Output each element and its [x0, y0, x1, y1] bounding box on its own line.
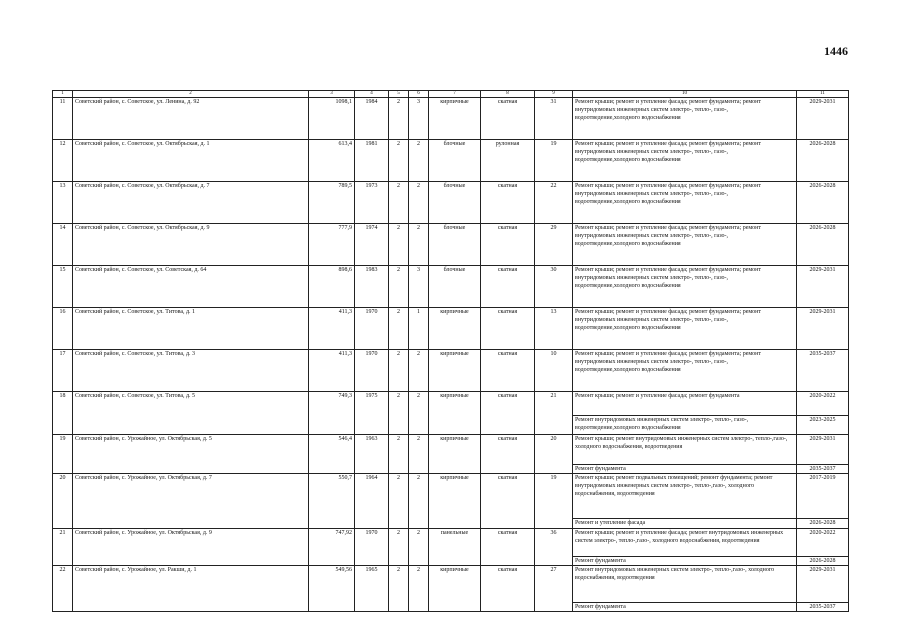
row-number: 22	[53, 566, 73, 612]
period-cell: 2023-2025	[797, 416, 849, 435]
column-9-cell: 19	[535, 140, 573, 182]
works-cell: Ремонт крыши; ремонт и утепление фасада; ремонт фундамента	[573, 392, 797, 416]
column-5-cell: 2	[389, 529, 409, 566]
row-number: 20	[53, 474, 73, 529]
column-5-cell: 2	[389, 435, 409, 474]
works-cell: Ремонт крыши; ремонт и утепление фасада; ремонт внутридомовых инженерных систем электро-, тепло-,газо-, холодного водоснабжения, водоотведения	[573, 529, 797, 557]
period-cell: 2029-2031	[797, 266, 849, 308]
year-cell: 1963	[355, 435, 389, 474]
column-5-cell: 2	[389, 182, 409, 224]
address-cell: Советский район, с. Советское, ул. Титова, д. 5	[73, 392, 309, 435]
year-cell: 1984	[355, 98, 389, 140]
column-5-cell: 2	[389, 140, 409, 182]
period-cell: 2035-2037	[797, 603, 849, 612]
area-cell: 549,56	[309, 566, 355, 612]
works-cell: Ремонт крыши; ремонт внутридомовых инженерных систем электро-, тепло-,газо-, холодного водоснабжения, водоотведения	[573, 435, 797, 465]
period-cell: 2020-2022	[797, 392, 849, 416]
works-cell: Ремонт крыши; ремонт и утепление фасада; ремонт фундамента; ремонт внутридомовых инженерных систем электро-, тепло-, газо-, водоотведение,холодного водоснабжения	[573, 266, 797, 308]
wall-material-cell: блочные	[429, 266, 481, 308]
year-cell: 1975	[355, 392, 389, 435]
period-cell: 2017-2019	[797, 474, 849, 519]
row-number: 14	[53, 224, 73, 266]
period-cell: 2026-2028	[797, 224, 849, 266]
column-6-cell: 2	[409, 350, 429, 392]
row-number: 15	[53, 266, 73, 308]
works-cell: Ремонт крыши; ремонт и утепление фасада; ремонт фундамента; ремонт внутридомовых инженерных систем электро-, тепло-, газо-, водоотведение,холодного водоснабжения	[573, 98, 797, 140]
year-cell: 1970	[355, 308, 389, 350]
roof-type-cell: рулонная	[481, 140, 535, 182]
table-row	[53, 182, 849, 224]
page-number: 1446	[824, 44, 848, 58]
column-number: 7	[429, 91, 481, 98]
column-number: 10	[573, 91, 797, 98]
row-number: 16	[53, 308, 73, 350]
period-cell: 2029-2031	[797, 308, 849, 350]
roof-type-cell: скатная	[481, 566, 535, 612]
area-cell: 789,5	[309, 182, 355, 224]
column-9-cell: 13	[535, 308, 573, 350]
roof-type-cell: скатная	[481, 308, 535, 350]
column-9-cell: 10	[535, 350, 573, 392]
address-cell: Советский район, с. Урожайное, ул. Октябрьская, д. 5	[73, 435, 309, 474]
works-cell: Ремонт фундамента	[573, 603, 797, 612]
table-row	[53, 140, 849, 182]
roof-type-cell: скатная	[481, 392, 535, 435]
housing-register-table	[52, 90, 849, 612]
column-number: 9	[535, 91, 573, 98]
area-cell: 411,3	[309, 350, 355, 392]
table-row	[53, 266, 849, 308]
wall-material-cell: кирпичные	[429, 566, 481, 612]
period-cell: 2029-2031	[797, 435, 849, 465]
column-number: 3	[309, 91, 355, 98]
address-cell: Советский район, с. Советское, ул. Титова, д. 1	[73, 308, 309, 350]
wall-material-cell: панельные	[429, 529, 481, 566]
table-row	[53, 224, 849, 266]
roof-type-cell: скатная	[481, 350, 535, 392]
area-cell: 411,3	[309, 308, 355, 350]
address-cell: Советский район, с. Урожайное, ул. Октябрьская, д. 7	[73, 474, 309, 529]
column-5-cell: 2	[389, 350, 409, 392]
column-6-cell: 3	[409, 98, 429, 140]
column-5-cell: 2	[389, 266, 409, 308]
roof-type-cell: скатная	[481, 224, 535, 266]
column-9-cell: 36	[535, 529, 573, 566]
period-cell: 2020-2022	[797, 529, 849, 557]
row-number: 13	[53, 182, 73, 224]
roof-type-cell: скатная	[481, 182, 535, 224]
year-cell: 1964	[355, 474, 389, 529]
period-cell: 2035-2037	[797, 465, 849, 474]
column-6-cell: 2	[409, 224, 429, 266]
column-6-cell: 2	[409, 392, 429, 435]
area-cell: 747,92	[309, 529, 355, 566]
row-number: 21	[53, 529, 73, 566]
works-cell: Ремонт фундамента	[573, 465, 797, 474]
column-9-cell: 20	[535, 435, 573, 474]
address-cell: Советский район, с. Урожайное, ул. Ракши, д. 1	[73, 566, 309, 612]
period-cell: 2026-2028	[797, 140, 849, 182]
column-6-cell: 1	[409, 308, 429, 350]
wall-material-cell: кирпичные	[429, 435, 481, 474]
column-9-cell: 27	[535, 566, 573, 612]
period-cell: 2026-2028	[797, 182, 849, 224]
wall-material-cell: блочные	[429, 140, 481, 182]
year-cell: 1970	[355, 529, 389, 566]
table-row	[53, 308, 849, 350]
wall-material-cell: блочные	[429, 224, 481, 266]
area-cell: 546,4	[309, 435, 355, 474]
column-number: 8	[481, 91, 535, 98]
period-cell: 2026-2028	[797, 519, 849, 529]
column-5-cell: 2	[389, 566, 409, 612]
works-cell: Ремонт крыши; ремонт и утепление фасада; ремонт фундамента; ремонт внутридомовых инженерных систем электро-, тепло-, газо-, водоотведение,холодного водоснабжения	[573, 308, 797, 350]
address-cell: Советский район, с. Советское, ул. Титова, д. 3	[73, 350, 309, 392]
wall-material-cell: кирпичные	[429, 392, 481, 435]
address-cell: Советский район, с. Советское, ул. Октябрьская, д. 7	[73, 182, 309, 224]
works-cell: Ремонт и утепление фасада	[573, 519, 797, 529]
year-cell: 1973	[355, 182, 389, 224]
period-cell: 2029-2031	[797, 98, 849, 140]
column-6-cell: 2	[409, 435, 429, 474]
wall-material-cell: кирпичные	[429, 350, 481, 392]
column-6-cell: 2	[409, 474, 429, 529]
table-row	[53, 435, 849, 465]
column-5-cell: 2	[389, 98, 409, 140]
row-number: 19	[53, 435, 73, 474]
column-9-cell: 22	[535, 182, 573, 224]
column-number: 2	[73, 91, 309, 98]
works-cell: Ремонт фундамента	[573, 557, 797, 566]
year-cell: 1974	[355, 224, 389, 266]
works-cell: Ремонт крыши; ремонт подвальных помещений; ремонт фундамента; ремонт внутридомовых инженерных систем электро-, тепло-,газо-, холодного водоснабжения, водоотведения	[573, 474, 797, 519]
period-cell: 2035-2037	[797, 350, 849, 392]
works-cell: Ремонт внутридомовых инженерных систем электро-, тепло-,газо-, холодного водоснабжения, водоотведения	[573, 566, 797, 603]
column-5-cell: 2	[389, 474, 409, 529]
works-cell: Ремонт крыши; ремонт и утепление фасада; ремонт фундамента; ремонт внутридомовых инженерных систем электро-, тепло-, газо-, водоотведение,холодного водоснабжения	[573, 182, 797, 224]
column-6-cell: 2	[409, 140, 429, 182]
works-cell: Ремонт крыши; ремонт и утепление фасада; ремонт фундамента; ремонт внутридомовых инженерных систем электро-, тепло-, газо-, водоотведение,холодного водоснабжения	[573, 140, 797, 182]
address-cell: Советский район, с. Советское, ул. Октябрьская, д. 9	[73, 224, 309, 266]
roof-type-cell: скатная	[481, 529, 535, 566]
area-cell: 1098,1	[309, 98, 355, 140]
column-number: 11	[797, 91, 849, 98]
table-row	[53, 98, 849, 140]
column-5-cell: 2	[389, 308, 409, 350]
area-cell: 613,4	[309, 140, 355, 182]
works-cell: Ремонт крыши; ремонт и утепление фасада; ремонт фундамента; ремонт внутридомовых инженерных систем электро-, тепло-, газо-, водоотведение,холодного водоснабжения	[573, 224, 797, 266]
area-cell: 898,6	[309, 266, 355, 308]
column-number: 5	[389, 91, 409, 98]
row-number: 17	[53, 350, 73, 392]
period-cell: 2029-2031	[797, 566, 849, 603]
column-6-cell: 2	[409, 566, 429, 612]
row-number: 18	[53, 392, 73, 435]
column-9-cell: 31	[535, 98, 573, 140]
address-cell: Советский район, с. Советское, ул. Советская, д. 64	[73, 266, 309, 308]
roof-type-cell: скатная	[481, 474, 535, 529]
column-numbers-row	[53, 91, 849, 98]
table-row	[53, 350, 849, 392]
year-cell: 1983	[355, 266, 389, 308]
area-cell: 550,7	[309, 474, 355, 529]
address-cell: Советский район, с. Советское, ул. Ленина, д. 92	[73, 98, 309, 140]
column-9-cell: 29	[535, 224, 573, 266]
column-9-cell: 21	[535, 392, 573, 435]
wall-material-cell: блочные	[429, 182, 481, 224]
roof-type-cell: скатная	[481, 435, 535, 474]
address-cell: Советский район, с. Советское, ул. Октябрьская, д. 1	[73, 140, 309, 182]
column-6-cell: 2	[409, 529, 429, 566]
works-cell: Ремонт внутридомовых инженерных систем электро-, тепло-, газо-, водоотведение,холодного водоснабжения	[573, 416, 797, 435]
table-row	[53, 474, 849, 519]
period-cell: 2026-2028	[797, 557, 849, 566]
column-9-cell: 30	[535, 266, 573, 308]
table-row	[53, 529, 849, 557]
column-number: 6	[409, 91, 429, 98]
area-cell: 777,9	[309, 224, 355, 266]
roof-type-cell: скатная	[481, 98, 535, 140]
table-row	[53, 566, 849, 603]
column-6-cell: 2	[409, 182, 429, 224]
year-cell: 1970	[355, 350, 389, 392]
row-number: 12	[53, 140, 73, 182]
year-cell: 1981	[355, 140, 389, 182]
area-cell: 749,3	[309, 392, 355, 435]
column-5-cell: 2	[389, 224, 409, 266]
column-number: 1	[53, 91, 73, 98]
roof-type-cell: скатная	[481, 266, 535, 308]
column-5-cell: 2	[389, 392, 409, 435]
wall-material-cell: кирпичные	[429, 98, 481, 140]
address-cell: Советский район, с. Урожайное, ул. Октябрьская, д. 9	[73, 529, 309, 566]
column-6-cell: 3	[409, 266, 429, 308]
wall-material-cell: кирпичные	[429, 308, 481, 350]
row-number: 11	[53, 98, 73, 140]
year-cell: 1965	[355, 566, 389, 612]
wall-material-cell: кирпичные	[429, 474, 481, 529]
column-number: 4	[355, 91, 389, 98]
table-row	[53, 392, 849, 416]
works-cell: Ремонт крыши; ремонт и утепление фасада; ремонт фундамента; ремонт внутридомовых инженерных систем электро-, тепло-, газо-, водоотведение,холодного водоснабжения	[573, 350, 797, 392]
column-9-cell: 19	[535, 474, 573, 529]
